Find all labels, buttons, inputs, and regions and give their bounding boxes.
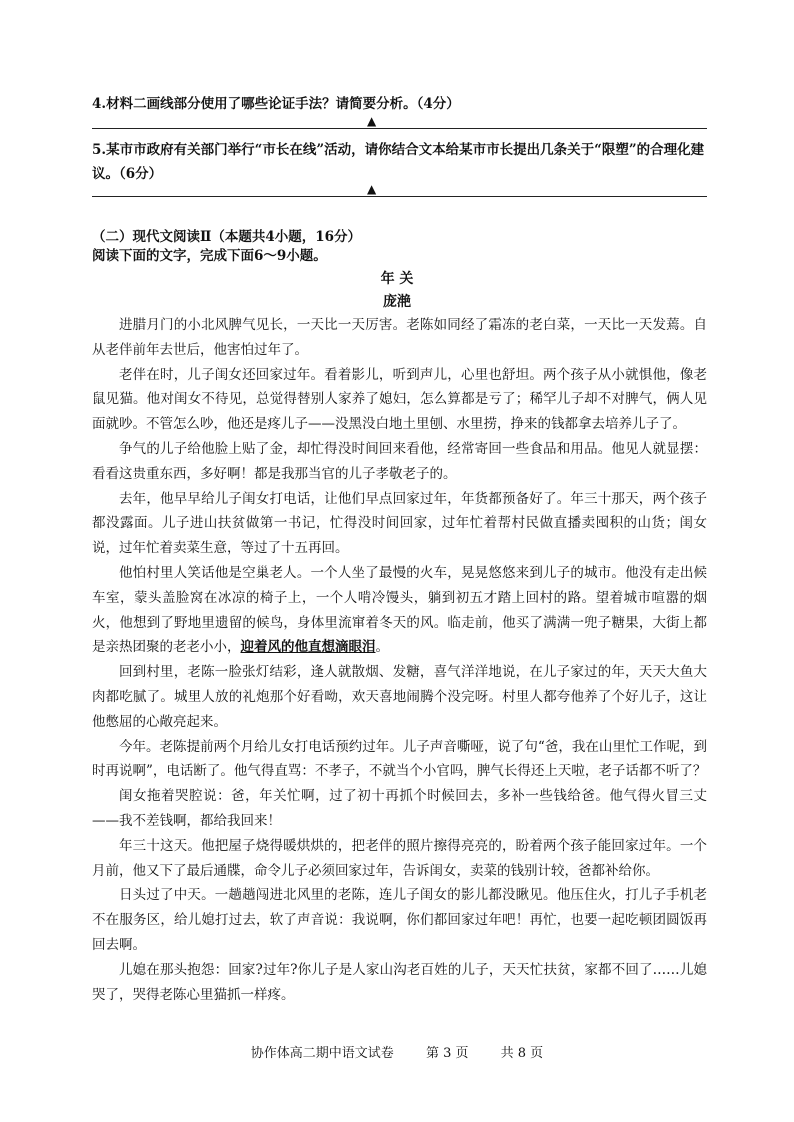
paragraph: 儿媳在那头抱怨：回家?过年?你儿子是人家山沟老百姓的儿子，天天忙扶贫，家都不回了……儿媳哭了，哭得老陈心里猫抓一样疼。 — [92, 961, 707, 1003]
paragraph: 年三十这天。他把屋子烧得暖烘烘的，把老伴的照片擦得亮亮的，盼着两个孩子能回家过年。一个月前，他又下了最后通牒，命令儿子必须回家过年，告诉闺女，卖菜的钱别计较，爸都补给你。 — [92, 837, 707, 879]
section-title: （二）现代文阅读Ⅱ（本题共4小题，16分） — [92, 229, 362, 245]
paragraph-text: 他怕村里人笑话他是空巢老人。一个人坐了最慢的火车，晃晃悠悠来到儿子的城市。他没有走出候车室，蒙头盖脸窝在冰凉的椅子上，一个人啃冷馒头，躺到初五才踏上回村的路。望着城市喧嚣的烟火，他想到了野地里遗留的候鸟，身体里流窜着冬天的风。临走前，他买了满满一兜子糖果，大街上都是亲热团聚的老老小小， — [92, 564, 707, 656]
paragraph: 闺女拖着哭腔说：爸，年关忙啊，过了初十再抓个时候回去，多补一些钱给爸。他气得火冒三丈——我不差钱啊，都给我回来！ — [92, 788, 707, 829]
paragraph: 进腊月门的小北风脾气见长，一天比一天厉害。老陈如同经了霜冻的老白菜，一天比一天发蔫。自从老伴前年去世后，他害怕过年了。 — [92, 317, 707, 358]
answer-marker-5: ▲ — [367, 182, 377, 196]
section-instruction: 阅读下面的文字，完成下面6～9小题。 — [92, 248, 327, 264]
question-4: 4.材料二画线部分使用了哪些论证手法？请简要分析。（4分） — [92, 96, 460, 112]
article-author: 庞滟 — [383, 294, 411, 310]
footer-page-number: 第 3 页 — [425, 1046, 469, 1061]
paragraph: 回到村里，老陈一脸张灯结彩，逢人就散烟、发糖，喜气洋洋地说，在儿子家过的年，天天大鱼大肉都吃腻了。城里人放的礼炮那个好看呦，欢天喜地闹腾个没完呀。村里人都夸他养了个好儿子，这让他憋屈的心敞亮起来。 — [92, 664, 707, 730]
footer-total-pages: 共 8 页 — [500, 1046, 544, 1061]
answer-marker-4: ▲ — [367, 114, 377, 128]
page-footer — [0, 1045, 794, 1063]
paragraph — [92, 561, 707, 660]
article-body — [92, 313, 707, 1007]
paragraph: 日头过了中天。一趟趟闯进北风里的老陈，连儿子闺女的影儿都没瞅见。他压住火，打儿子手机老不在服务区，给儿媳打过去，软了声音说：我说啊，你们都回家过年吧！再忙，也要一起吃顿团圆饭再回去啊。 — [92, 887, 707, 953]
paragraph: 去年，他早早给儿子闺女打电话，让他们早点回家过年，年货都预备好了。年三十那天，两个孩子都没露面。儿子进山扶贫做第一书记，忙得没时间回家，过年忙着帮村民做直播卖囤积的山货；闺女说，过年忙着卖菜生意，等过了十五再回。 — [92, 490, 707, 557]
paragraph: 今年。老陈提前两个月给儿女打电话预约过年。儿子声音嘶哑，说了句“爸，我在山里忙工作呢，到时再说啊”，电话断了。他气得直骂：不孝子，不就当个小官吗，脾气长得还上天啦，老子话都不听了？ — [92, 738, 707, 780]
answer-line-4 — [92, 128, 707, 129]
paragraph: 老伴在时，儿子闺女还回家过年。看着影儿，听到声儿，心里也舒坦。两个孩子从小就惧他，像老鼠见猫。他对闺女不待见，总觉得替别人家养了媳妇，怎么算都是亏了；稀罕儿子却不对脾气，俩人见面就吵。不管怎么吵，他还是疼儿子——没黑没白地土里刨、水里捞，挣来的钱都拿去培养儿子了。 — [92, 366, 707, 433]
answer-line-5 — [92, 196, 707, 197]
article-title: 年 关 — [380, 271, 414, 287]
footer-exam-name: 协作体高二期中语文试卷 — [250, 1046, 394, 1061]
paragraph-end: 。 — [375, 639, 389, 656]
underlined-sentence: 迎着风的他直想滴眼泪 — [240, 639, 376, 656]
question-5: 5.某市市政府有关部门举行“市长在线”活动，请你结合文本给某市市长提出几条关于“限塑”的合理化建议。（6分） — [92, 142, 705, 182]
paragraph: 争气的儿子给他脸上贴了金，却忙得没时间回来看他，经常寄回一些食品和用品。他见人就显摆：看看这贵重东西，多好啊！都是我那当官的儿子孝敬老子的。 — [92, 440, 707, 482]
